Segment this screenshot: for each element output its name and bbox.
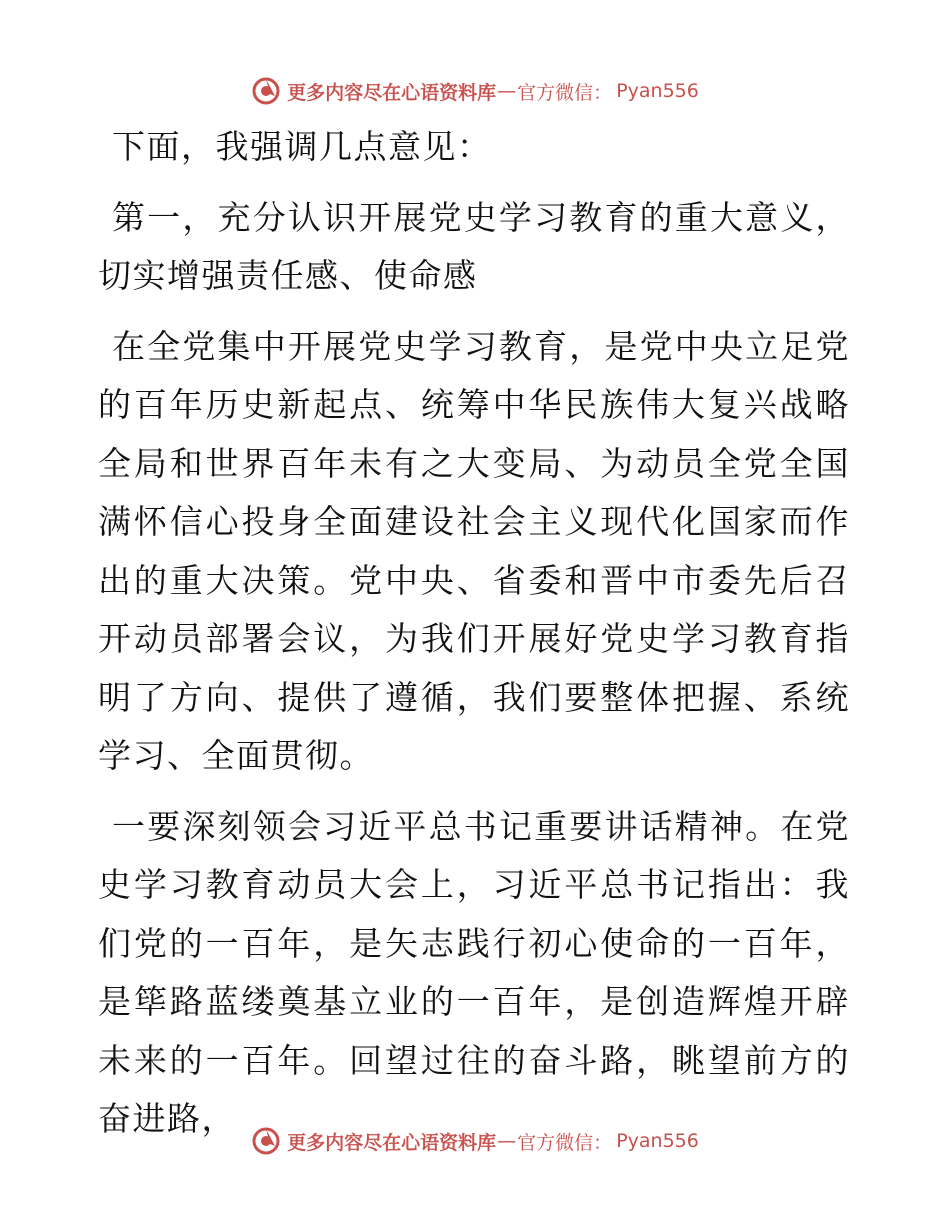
watermark-official-label: 官方微信： — [517, 1131, 613, 1154]
watermark-main-text: 更多内容尽在心语资料库 — [287, 81, 497, 104]
watermark-dash: — — [497, 1130, 517, 1152]
brand-logo-icon — [251, 76, 281, 106]
document-body — [98, 118, 850, 1149]
watermark-dash: — — [497, 80, 517, 102]
paragraph-heading-first: 第一，充分认识开展党史学习教育的重大意义，切实增强责任感、使命感 — [98, 197, 850, 295]
watermark-official-label: 官方微信： — [517, 81, 613, 104]
brand-logo-icon — [251, 1126, 281, 1156]
watermark-wechat-id: Pyan556 — [616, 1130, 699, 1152]
header-watermark — [0, 71, 950, 111]
paragraph-intro: 下面，我强调几点意见： — [112, 127, 492, 166]
watermark-wechat-id: Pyan556 — [616, 80, 699, 102]
watermark-main-text: 更多内容尽在心语资料库 — [287, 1131, 497, 1154]
paragraph-first-requirement: 一要深刻领会习近平总书记重要讲话精神。在党史学习教育动员大会上，习近平总书记指出：我们党的一百年，是矢志践行初心使命的一百年，是筚路蓝缕奠基立业的一百年，是创造辉煌开辟未来的一百年。回望过往的奋斗路，眺望前方的奋进路， — [98, 806, 850, 1138]
footer-watermark — [0, 1121, 950, 1161]
paragraph-significance: 在全党集中开展党史学习教育，是党中央立足党的百年历史新起点、统筹中华民族伟大复兴战略全局和世界百年未有之大变局、为动员全党全国满怀信心投身全面建设社会主义现代化国家而作出的重大决策。党中央、省委和晋中市委先后召开动员部署会议，为我们开展好党史学习教育指明了方向、提供了遵循，我们要整体把握、系统学习、全面贯彻。 — [98, 326, 850, 775]
